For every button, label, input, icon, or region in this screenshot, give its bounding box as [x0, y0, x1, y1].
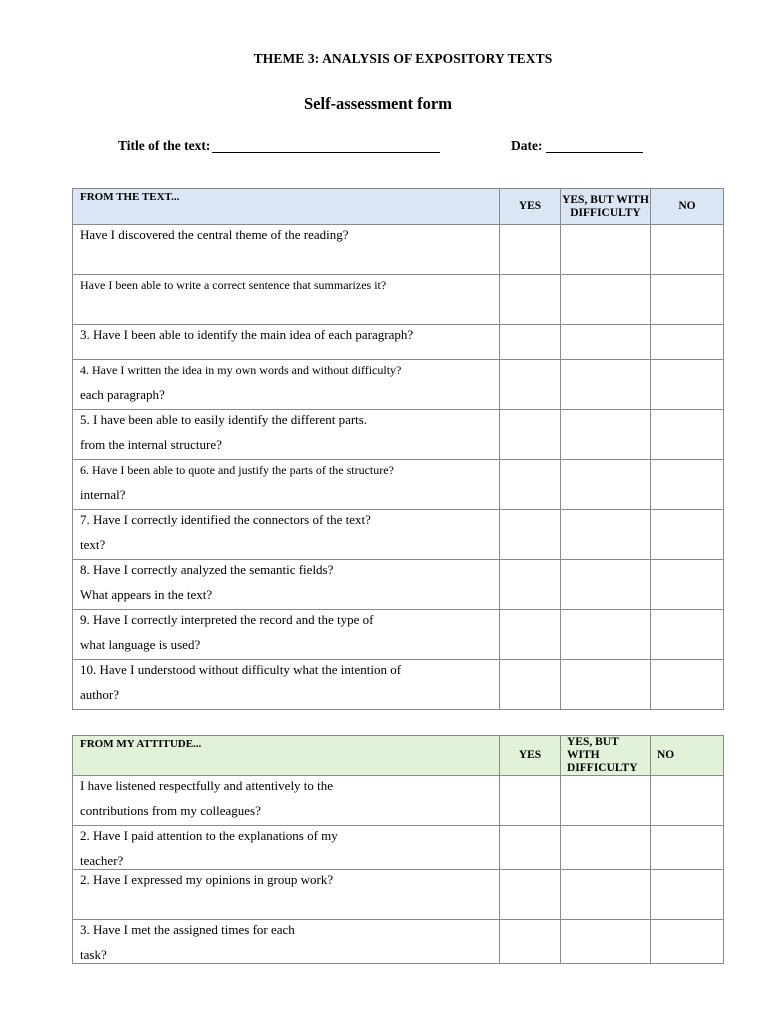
- no-checkbox-cell[interactable]: [651, 610, 724, 660]
- question-text-continued: teacher?: [80, 853, 124, 868]
- yes-checkbox-cell[interactable]: [500, 325, 561, 360]
- no-column-header: NO: [651, 736, 724, 776]
- yes-checkbox-cell[interactable]: [500, 826, 561, 870]
- question-text: 2. Have I expressed my opinions in group work?: [80, 872, 334, 887]
- theme-heading: THEME 3: ANALYSIS OF EXPOSITORY TEXTS: [253, 51, 553, 66]
- difficulty-checkbox-cell[interactable]: [561, 275, 651, 325]
- section-label: FROM MY ATTITUDE...: [73, 736, 500, 776]
- question-text: I have listened respectfully and attentively to the: [80, 778, 334, 793]
- yes-checkbox-cell[interactable]: [500, 776, 561, 826]
- difficulty-checkbox-cell[interactable]: [561, 870, 651, 920]
- form-title: Self-assessment form: [303, 94, 452, 113]
- no-checkbox-cell[interactable]: [651, 826, 724, 870]
- question-text-continued: task?: [80, 947, 107, 962]
- yes-checkbox-cell[interactable]: [500, 660, 561, 710]
- table-row: [73, 225, 724, 275]
- question-text-continued: contributions from my colleagues?: [80, 803, 261, 818]
- yes-column-header: YES: [500, 189, 561, 225]
- question-text: 7. Have I correctly identified the connectors of the text?: [80, 512, 371, 527]
- question-text-continued: internal?: [80, 487, 126, 502]
- table-row: [73, 826, 724, 870]
- table-row: [73, 920, 724, 964]
- question-text-continued: text?: [80, 537, 106, 552]
- table-header-row: [73, 736, 724, 776]
- table-row: [73, 460, 724, 510]
- difficulty-checkbox-cell[interactable]: [561, 660, 651, 710]
- question-text: 2. Have I paid attention to the explanations of my: [80, 828, 338, 843]
- table-row: [73, 360, 724, 410]
- table-row: [73, 660, 724, 710]
- no-checkbox-cell[interactable]: [651, 560, 724, 610]
- table-row: [73, 325, 724, 360]
- question-text: 3. Have I met the assigned times for each: [80, 922, 295, 937]
- question-text-continued: What appears in the text?: [80, 587, 213, 602]
- title-of-text-label: Title of the text:: [118, 138, 211, 153]
- no-checkbox-cell[interactable]: [651, 460, 724, 510]
- question-cell: [73, 225, 500, 275]
- question-text: 4. Have I written the idea in my own words and without difficulty?: [80, 363, 402, 377]
- question-text-continued: from the internal structure?: [80, 437, 222, 452]
- table-row: [73, 275, 724, 325]
- yes-checkbox-cell[interactable]: [500, 510, 561, 560]
- question-text: 3. Have I been able to identify the main idea of each paragraph?: [80, 327, 414, 342]
- no-column-header: NO: [651, 189, 724, 225]
- question-text: 6. Have I been able to quote and justify the parts of the structure?: [80, 463, 394, 477]
- question-text-continued: what language is used?: [80, 637, 201, 652]
- difficulty-column-header: YES, BUT WITH DIFFICULTY: [561, 736, 651, 776]
- date-label: Date:: [511, 138, 543, 153]
- question-cell: [73, 776, 500, 826]
- table-row: [73, 410, 724, 460]
- question-cell: [73, 360, 500, 410]
- question-cell: [73, 275, 500, 325]
- difficulty-checkbox-cell[interactable]: [561, 510, 651, 560]
- question-text: 9. Have I correctly interpreted the record and the type of: [80, 612, 374, 627]
- no-checkbox-cell[interactable]: [651, 870, 724, 920]
- question-cell: [73, 660, 500, 710]
- question-text: 8. Have I correctly analyzed the semantic fields?: [80, 562, 334, 577]
- difficulty-checkbox-cell[interactable]: [561, 920, 651, 964]
- question-text-continued: author?: [80, 687, 119, 702]
- title-of-text-field[interactable]: [212, 152, 440, 153]
- difficulty-checkbox-cell[interactable]: [561, 826, 651, 870]
- question-cell: [73, 610, 500, 660]
- question-text-continued: each paragraph?: [80, 387, 165, 402]
- yes-column-header: YES: [500, 736, 561, 776]
- no-checkbox-cell[interactable]: [651, 660, 724, 710]
- no-checkbox-cell[interactable]: [651, 275, 724, 325]
- difficulty-checkbox-cell[interactable]: [561, 360, 651, 410]
- no-checkbox-cell[interactable]: [651, 920, 724, 964]
- question-text: Have I been able to write a correct sentence that summarizes it?: [80, 278, 387, 292]
- difficulty-checkbox-cell[interactable]: [561, 225, 651, 275]
- difficulty-checkbox-cell[interactable]: [561, 325, 651, 360]
- text-assessment-table: [72, 188, 724, 710]
- table-row: [73, 870, 724, 920]
- difficulty-checkbox-cell[interactable]: [561, 776, 651, 826]
- table-row: [73, 510, 724, 560]
- table-row: [73, 560, 724, 610]
- difficulty-checkbox-cell[interactable]: [561, 610, 651, 660]
- difficulty-column-header: YES, BUT WITH DIFFICULTY: [561, 189, 651, 225]
- question-cell: [73, 325, 500, 360]
- yes-checkbox-cell[interactable]: [500, 870, 561, 920]
- question-cell: [73, 510, 500, 560]
- yes-checkbox-cell[interactable]: [500, 610, 561, 660]
- no-checkbox-cell[interactable]: [651, 510, 724, 560]
- question-cell: [73, 410, 500, 460]
- table-row: [73, 610, 724, 660]
- no-checkbox-cell[interactable]: [651, 325, 724, 360]
- yes-checkbox-cell[interactable]: [500, 560, 561, 610]
- attitude-assessment-table: [72, 735, 724, 964]
- question-text: 10. Have I understood without difficulty what the intention of: [80, 662, 402, 677]
- table-row: [73, 776, 724, 826]
- yes-checkbox-cell[interactable]: [500, 275, 561, 325]
- question-text: 5. I have been able to easily identify the different parts.: [80, 412, 368, 427]
- question-cell: [73, 560, 500, 610]
- difficulty-checkbox-cell[interactable]: [561, 460, 651, 510]
- yes-checkbox-cell[interactable]: [500, 225, 561, 275]
- section-label: FROM THE TEXT...: [73, 189, 500, 225]
- difficulty-checkbox-cell[interactable]: [561, 410, 651, 460]
- yes-checkbox-cell[interactable]: [500, 920, 561, 964]
- question-text: Have I discovered the central theme of the reading?: [80, 227, 349, 242]
- yes-checkbox-cell[interactable]: [500, 410, 561, 460]
- question-cell: [73, 870, 500, 920]
- question-cell: [73, 920, 500, 964]
- table-header-row: [73, 189, 724, 225]
- difficulty-checkbox-cell[interactable]: [561, 560, 651, 610]
- yes-checkbox-cell[interactable]: [500, 360, 561, 410]
- no-checkbox-cell[interactable]: [651, 776, 724, 826]
- no-checkbox-cell[interactable]: [651, 360, 724, 410]
- no-checkbox-cell[interactable]: [651, 225, 724, 275]
- question-cell: [73, 460, 500, 510]
- yes-checkbox-cell[interactable]: [500, 460, 561, 510]
- no-checkbox-cell[interactable]: [651, 410, 724, 460]
- question-cell: [73, 826, 500, 870]
- date-field[interactable]: [546, 152, 643, 153]
